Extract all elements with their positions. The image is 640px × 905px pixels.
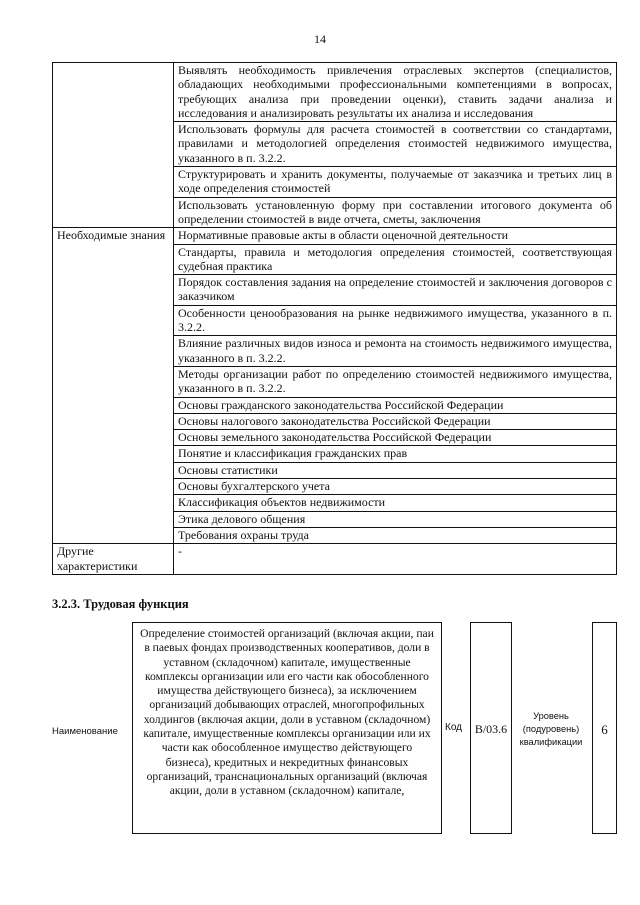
table-cell: Влияние различных видов износа и ремонта на стоимость недвижимого имущества, указанного в п. 3.2.2. — [174, 336, 617, 367]
table-cell: Выявлять необходимость привлечения отраслевых экспертов (специалистов, обладающих необходимыми профессиональными компетенциями в вопросах, требующих анализа при проведении оценки), ставить задачи анализа и исследования и анализировать результаты их анализа и исследования — [174, 63, 617, 122]
table-cell: Понятие и классификация гражданских прав — [174, 446, 617, 462]
row-label-skills — [53, 63, 174, 228]
qualification-level-label: Уровень (подуровень) квалификации — [519, 711, 583, 747]
table-cell: Основы гражданского законодательства Российской Федерации — [174, 397, 617, 413]
table-cell: Структурировать и хранить документы, получаемые от заказчика и третьих лиц в ходе определения стоимостей — [174, 167, 617, 198]
table-cell: Использовать формулы для расчета стоимостей в соответствии со стандартами, правилами и методологией определения стоимостей недвижимого имущества, указанного в п. 3.2.2. — [174, 122, 617, 167]
table-cell: Основы земельного законодательства Российской Федерации — [174, 430, 617, 446]
qualification-level-box — [592, 622, 617, 834]
table-cell: Стандарты, правила и методология определения стоимостей, соответствующая судебная практика — [174, 244, 617, 275]
table-cell: Особенности ценообразования на рынке недвижимого имущества, указанного в п. 3.2.2. — [174, 305, 617, 336]
table-cell: Порядок составления задания на определение стоимостей и заключения договоров с заказчиком — [174, 275, 617, 306]
table-cell: Классификация объектов недвижимости — [174, 495, 617, 511]
function-name-label: Наименование — [52, 726, 118, 737]
row-label-other: Другие характеристики — [53, 544, 174, 575]
table-cell: Основы статистики — [174, 462, 617, 478]
table-cell: Основы бухгалтерского учета — [174, 479, 617, 495]
table-cell: Использовать установленную форму при составлении итогового документа об определении стоимостей в виде отчета, сметы, заключения — [174, 197, 617, 228]
function-name-box — [132, 622, 442, 834]
table-row — [53, 228, 617, 244]
table-cell: Методы организации работ по определению стоимостей недвижимого имущества, указанного в п. 3.2.2. — [174, 366, 617, 397]
function-code-value: B/03.6 — [474, 722, 508, 736]
page-number: 14 — [314, 32, 326, 46]
section-heading: 3.2.3. Трудовая функция — [52, 597, 189, 611]
table-row — [53, 544, 617, 575]
function-code-label: Код — [445, 722, 463, 733]
table-cell: - — [174, 544, 617, 575]
skills-knowledge-table — [52, 62, 617, 575]
table-cell: Нормативные правовые акты в области оценочной деятельности — [174, 228, 617, 244]
table-cell: Требования охраны труда — [174, 527, 617, 543]
table-row — [53, 63, 617, 122]
table-cell: Этика делового общения — [174, 511, 617, 527]
function-name-value: Определение стоимостей организаций (включая акции, паи в паевых фондах производственных кооперативов, доли в уставном (складочном) капитале, имущественные комплексы организации или его части как обособленного имущества действующего бизнеса), за исключением организаций добывающих отраслей, многопрофильных холдингов (включая акции, доли в уставном (складочном) капитале, имущественные комплексы организации или их части как обособленное имущество действующего бизнеса), кредитных и некредитных финансовых организаций, транснациональных организаций (включая акции, доли в уставном (складочном) капитале, — [140, 627, 434, 798]
row-label-knowledge: Необходимые знания — [53, 228, 174, 544]
table-cell: Основы налогового законодательства Российской Федерации — [174, 413, 617, 429]
function-code-box — [470, 622, 512, 834]
qualification-level-value: 6 — [601, 722, 608, 737]
